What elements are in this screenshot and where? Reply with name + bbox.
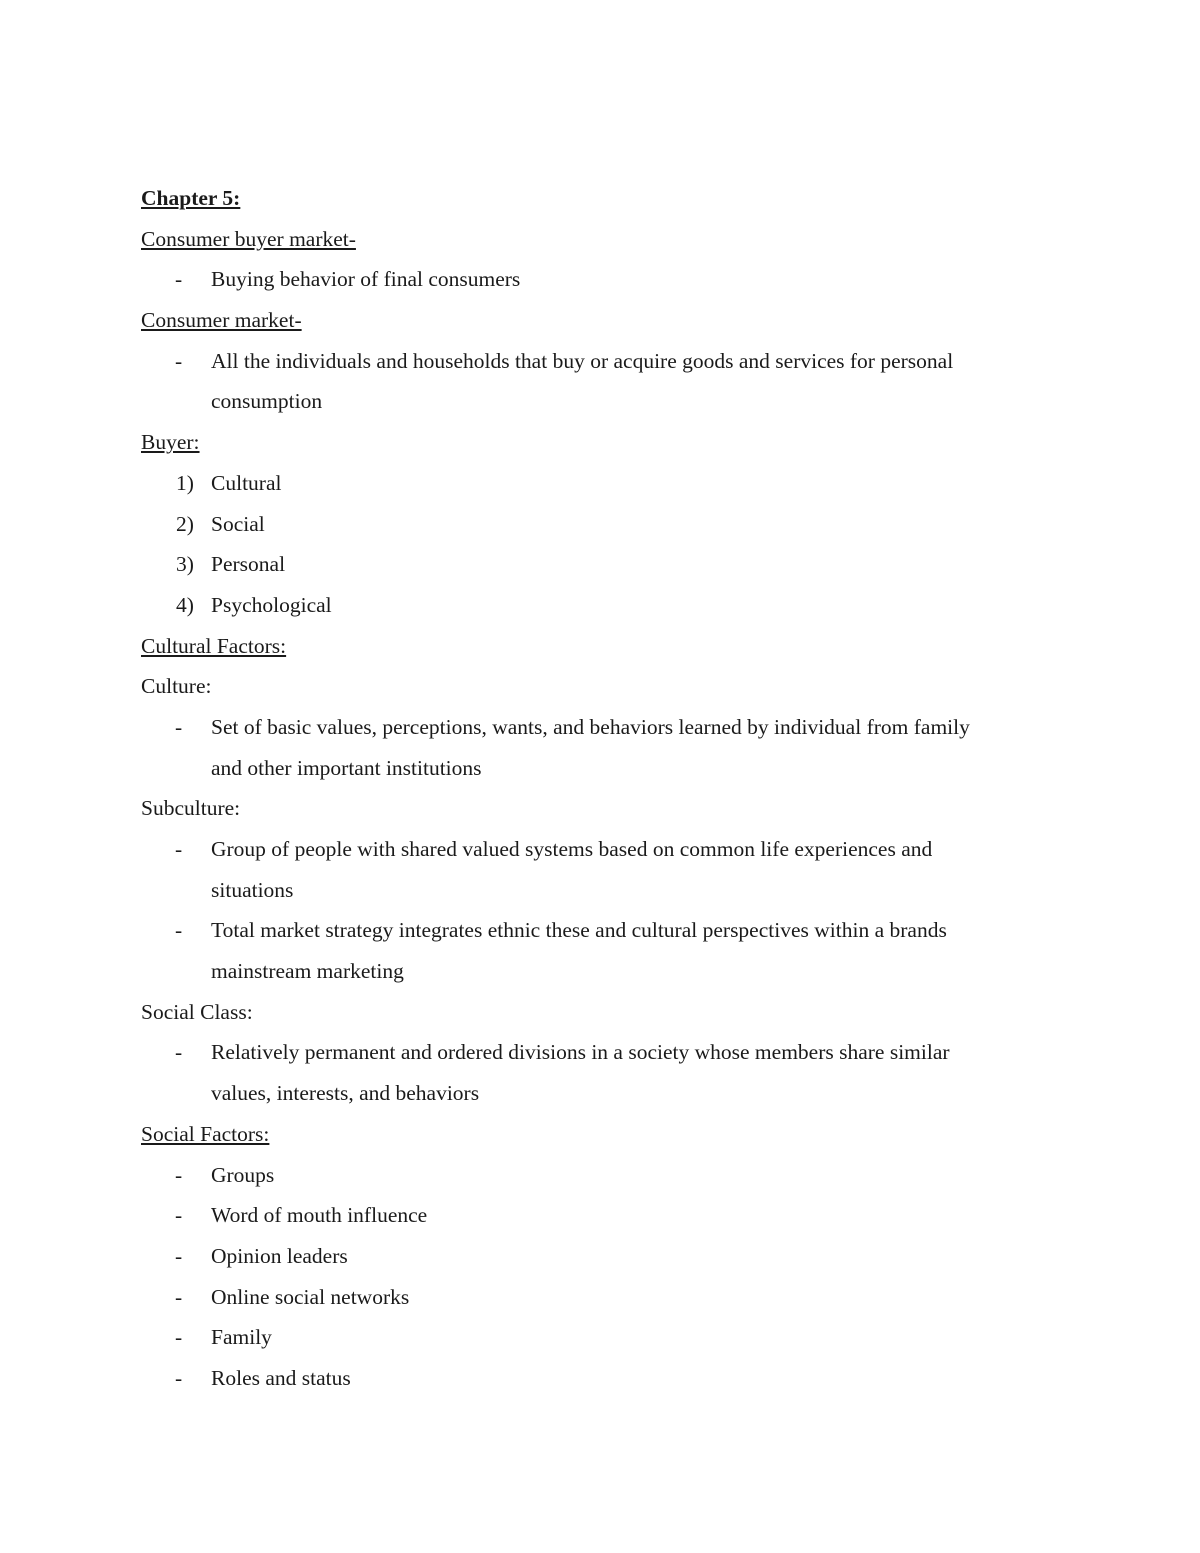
list-item [141,341,1061,382]
item-label: Social [211,511,265,536]
numbered-item [141,504,1061,545]
bullet-dash: - [175,1284,183,1309]
heading-consumer-market: Consumer market- [141,308,302,333]
list-item-text: Opinion leaders [211,1243,348,1268]
item-label: Psychological [211,592,332,617]
list-item [141,910,1061,951]
bullet-dash: - [175,348,183,373]
bullet-dash: - [175,1162,183,1187]
item-number: 2) [176,511,194,536]
heading-consumer-buyer-market: Consumer buyer market- [141,226,356,251]
list-item [141,1155,1061,1196]
bullet-dash: - [175,1203,183,1228]
item-label: Personal [211,552,286,577]
numbered-item [141,463,1061,504]
list-item-continuation: and other important institutions [211,755,482,780]
label-subculture: Subculture: [141,796,241,821]
list-item-text: Roles and status [211,1365,351,1390]
list-item-text: Group of people with shared valued systems based on common life experiences and [211,837,933,861]
list-item-continuation: consumption [211,389,323,414]
list-item-text: Set of basic values, perceptions, wants, and behaviors learned by individual from family [211,714,970,739]
list-item-text: Word of mouth influence [211,1203,428,1228]
bullet-dash: - [175,267,183,292]
list-item-text: Relatively permanent and ordered divisions in a society whose members share similar [211,1040,950,1065]
list-item [141,1032,1061,1073]
list-item-text: Buying behavior of final consumers [211,267,521,292]
list-item-text: All the individuals and households that buy or acquire goods and services for personal [211,348,954,373]
bullet-dash: - [175,837,183,861]
numbered-item [141,544,1061,585]
list-item [141,1277,1061,1318]
list-item [141,1236,1061,1277]
list-item [141,259,1061,300]
list-item [141,707,1061,748]
numbered-item [141,585,1061,626]
list-item-text: Online social networks [211,1284,410,1309]
bullet-dash: - [175,1365,183,1390]
list-item [141,829,1061,870]
bullet-dash: - [175,918,183,943]
list-item [141,1195,1061,1236]
list-item-text: Family [211,1325,272,1350]
document-page [141,178,1061,1399]
list-item [141,1358,1061,1399]
list-item-continuation: situations [211,877,294,902]
item-number: 3) [176,552,194,577]
heading-buyer: Buyer: [141,430,200,455]
list-item-continuation: mainstream marketing [211,959,404,984]
item-number: 4) [176,592,194,617]
list-item-text: Total market strategy integrates ethnic these and cultural perspectives within a brands [211,918,947,943]
bullet-dash: - [175,1243,183,1268]
list-item [141,1317,1061,1358]
label-culture: Culture: [141,674,212,699]
list-item-text: Groups [211,1162,275,1187]
bullet-dash: - [175,1325,183,1350]
bullet-dash: - [175,1040,183,1065]
heading-cultural-factors: Cultural Factors: [141,633,287,658]
chapter-title: Chapter 5: [141,186,241,210]
label-social-class: Social Class: [141,999,253,1024]
list-item-continuation: values, interests, and behaviors [211,1081,480,1106]
item-number: 1) [176,470,194,495]
heading-social-factors: Social Factors: [141,1121,270,1146]
item-label: Cultural [211,470,282,495]
bullet-dash: - [175,714,183,739]
